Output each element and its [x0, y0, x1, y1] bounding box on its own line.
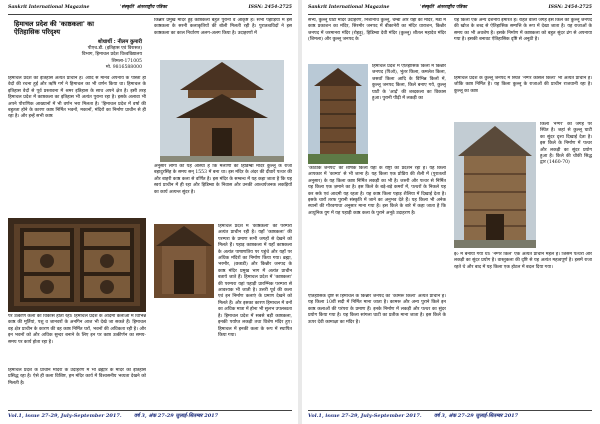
wooden-temple-image	[160, 60, 284, 162]
volume-info-hindi: वर्ष 3, अंक 27-29 जुलाई-सितम्बर 2017	[434, 413, 519, 419]
body-paragraph: हिमाचल प्रदेश में ऐतिहासिक किलों में किन्नौर जनपद (पिओ), भुंतर किला, कमलेश किला, जसवाँ किला आदि के विभिन्न किलों में, कुल्लू जनपद किला, किले बनाए गये, कुल्लू घाटी के 'आर्द्र' की शब्दकला का विकास हुआ। पुरानी पीढ़ी में लकड़ी का	[372, 64, 446, 102]
body-paragraph: अनुसार लोगों की यह आस्था है कि मलाणी का हिडिम्बा मंदिर कुल्लू के राजा बहादुरसिंह के समय सन् 1553 में बना था। इस मंदिर के अंदर की दीवारें पत्थर की और बाहरी काष्ठ कला से वर्णित है। इस मंदिर के सम्बन्ध में यह कहा जाता है कि यह स्वयं प्राचीन में ही रहा और हिडिम्बा के निवास और उनकी आश्चर्यजनक लकड़ियों का कार्य अत्यन्त सुंदर है।	[154, 164, 292, 195]
castle-photo	[454, 122, 536, 248]
left-column-1	[8, 18, 146, 406]
author-line: मो. 9816588000	[105, 64, 142, 70]
author-block	[8, 39, 142, 71]
left-page	[2, 0, 298, 424]
left-column-2	[154, 18, 292, 406]
right-column-2	[454, 18, 592, 406]
page-footer	[8, 410, 292, 422]
volume-info-hindi: वर्ष 3, अंक 27-29 जुलाई-सितम्बर 2017	[134, 413, 219, 419]
carved-door-photo	[8, 218, 146, 312]
naggar-castle-image	[454, 122, 536, 248]
fort-tower-image	[308, 64, 368, 164]
issn-number: ISSN: 2454-2725	[248, 5, 292, 10]
author-name: शोधार्थी : नीलम कुमारी	[97, 39, 142, 45]
body-paragraph: ऐतिहासिक दृष्टि से हिमाचल के किन्नौर जनपद का 'कामरू किला' अत्यंत प्राचीन है। यह किला 10वीं सदी में निर्मित माना जाता है। कामरू और अन्य पुराने किले इन काष्ठ कलाओं की परंपरा के प्रमाण हैं। इनके निर्माण में लकड़ी और पत्थर का सुंदर प्रयोग किया गया है। यह किला सांगला घाटी का प्रतीक माना जाता है। इस किले के ऊपर देवी कामाक्षा का मंदिर है।	[308, 294, 446, 325]
journal-name-hindi: 'संस्कृति' अंतरराष्ट्रीय पत्रिका	[120, 5, 167, 10]
body-paragraph: पर उत्कीर्ण कला का विकास होता रहा। हिमाचल प्रदेश के आदमी कलाओं में विभिन्न काष्ठ की मूर्तियां, पशु व जानवरों के अनगिन आज भी देखे जा सकते हैं। हिमाचल वह क्षेत्र प्राचीन के कारण की वह काष्ठ निर्मित घरों, भवनों की अधिकता रही है। और इन भवनों को और अधिक सुन्दर बनाने के लिए इन पर काष्ठ उत्कीर्णन का समय-समय पर कार्य होता रहा है।	[8, 314, 146, 345]
article-title: हिमाचल प्रदेश की 'काष्ठकला' का ऐतिहासिक परिदृश्य	[14, 20, 94, 36]
page-header	[308, 2, 592, 15]
author-line: विभाग, हिमाचल प्रदेश विश्वविद्यालय	[81, 52, 142, 58]
carved-door-image	[8, 218, 146, 312]
body-paragraph: किन्नौर प्रमुख मंदिर हूई काष्ठकला बहुत पुरानी व आकृष्ट है। सभा पहाड़ियों में इस काष्ठकला के सरनी कलाकृतियों की बोली मिलती रही है। पुरातत्वविदों ने इस काष्ठकला का काल निर्धारण अलग-अलग किया है। उदाहरणों में	[154, 18, 292, 36]
temple-photo	[160, 60, 284, 162]
journal-name-hindi: 'संस्कृति' अंतरराष्ट्रीय पत्रिका	[420, 5, 467, 10]
body-paragraph: ई० में बनाया गया था। 'नग्गर किले' एक अत्यंत प्राचीन महल है। जिसमें पत्थरों और लकड़ी का सुंदर प्रयोग है। वास्तुकला की दृष्टि से यह अत्यंत महत्वपूर्ण है। इसमें राजा रहते थे और बाद में यह किला एक होटल में बदल दिया गया।	[454, 252, 592, 270]
volume-info: Vol.1, issue 27-29, July-September 2017.	[8, 413, 122, 419]
temple-detail-image	[154, 224, 214, 298]
body-paragraph: हिमाचल प्रदेश के कुल्लू जनपद में स्थित 'नग्गर कासल किला' भी अत्यंत प्राचीन है। जोकि काष्ठ निर्मित है। यह किला कुल्लू के राजाओं की प्राचीन राजधानी रहा है। कुल्लू का काष्ठ	[454, 76, 592, 94]
journal-name: Sankrit International Magazine	[308, 5, 390, 10]
issn-number: ISSN: 2454-2725	[548, 5, 592, 10]
body-paragraph: हिमाचल प्रदेश का इतिहास अत्यंत प्राचीन है। आदि से मानव अपनाय के पास्ता हो वेदों की रचना हुई और ऋषि गर्ग ने हिमाचल का भी वर्णन किया था। हिमाचल के इतिहास वेदों से पूर्व प्रस्तावना में श्रमर इतिहास के साथ अपने क्षेत्र है। इसी तरह हिमाचल प्रदेश में काष्ठकला का इतिहास भी अत्यंत पुराना रहा है। इसके अलावा भी अपने पौराणिक आख्यानों में भी वर्णन भरा मिलता है। 'हिमाचल प्रदेश में वर्षा की बहुतता होने के कारण काष्ठ निर्मित भवनों, मकानों, मंदिरों का निर्माण प्राचीन से ही रहा है। और इन्हें सभी काष्ठ	[8, 76, 146, 120]
page-header	[8, 2, 292, 15]
body-paragraph: यह किला एक अन्य दर्शनीय इमारत है। राहत वाली जगह इसे किले को कुल्लू जनपद की खोज के शब्द से ऐतिहासिक सम्पत्ति के रूप में देखा जाता है। यह राजाओं के समय का भी अवशेष है। इसके निर्माण में काष्ठकला को बहुत सुंदर ढंग से अपनाया गया है। इसकी बनावट ऐतिहासिक दृष्टि से अनूठी है।	[454, 18, 592, 43]
body-paragraph: सभ्य, कुल्लू घाटी मंदिर उदाहरण, निशानाथ कुल्लू, चम्बा और यहां का मंदिर, मंडी में काष्ठ प्रकाशन का मंदिर, सिरमौर जनपद में बीकानेरी का मंदिर धाराशन, किन्नौर जनपद में जरमानरा मंदिर (रोहड़ू), हिडिम्बा देवी मंदिर (कुल्लू) शीतल महादेव मंदिर (शिमला) और कुल्लू जनपद के	[308, 18, 446, 43]
body-paragraph: 'काठकि जनपद' का शीर्षक किला यहाँ के राष्ट्रों का प्रदर्शन रहा है। यह किला आपकार में 'काम्या' से भी जाना है। यह किला एक प्रोडिय की शैली में (पुरातत्वों अनुसार) के यह किला काष्ठ निर्मित लकड़ी का भी है। जरुरी और पत्थर से निर्मित यह किला एक ज़माने का है। इस किले के बड़े-बड़े कमरों में, पत्थरों के निकले यह कर सके एवं आदमी यह रहता है। यह काष्ठ किला पहाड़ शैलिया में दिखाई देता है। इसके चारों तरफ पुरानी संस्कृति में जाने का अनुभव देते हैं। यह किला भी अनेक स्थानों की गौरवगाथा अनुसार माना गया है। इस किले के बारे में कहा जाता है कि आधुनिक युग में यह पहाड़ी काष्ठ कला के पुराने अनूठे उदाहरण है।	[308, 166, 446, 216]
volume-info: Vol.1, issue 27-29, July-September 2017.	[308, 413, 422, 419]
page-footer	[308, 410, 592, 422]
body-paragraph: हिमाचल प्रदेश के प्राचीन मंदिरों के उदाहरण में भी ब्रह्मौर के मंदिर का इतिहास प्रसिद्ध रहा है। ऐसे ही कला विशिष्ट, हम मंदिर कार्य में विश्वसनीय भव्यता देखने को मिलती है।	[8, 368, 146, 386]
temple-detail-photo	[154, 224, 214, 298]
author-line: पीएच.डी. (इतिहास एवं विरासत)	[87, 46, 142, 52]
fort-photo	[308, 64, 368, 164]
right-page	[302, 0, 598, 424]
body-paragraph: किला 'नग्गर' की जगह पर स्थित है। जहां से कुल्लू घाटी का सुंदर दृश्य दिखाई देता है। इस किले के निर्माण में पत्थर और लकड़ी का सुंदर प्रयोग हुआ है। किले की चौकी सिद्ध द्वार (1460-70)	[540, 122, 592, 166]
body-paragraph: हिमाचल प्रदेश में 'काष्ठकला' की परम्परा अत्यंत प्राचीन रही है। यहाँ 'काष्ठकला' की परम्परा के प्रमाण सभी जगहों से देखने को मिलते हैं। पहाड़ काष्ठकला में यहाँ काष्ठकला के अत्यंत पाषाणतिय पर पहुंचे और यहाँ पर अधिक मंदिरों का निर्माण किया गया। ब्रह्मा, भरमौर, (छत्राडी) और किन्नौर जनपद के काष्ठ मंदिर प्रमुख भाग में अत्यंत प्राचीन बताये जाते हैं। हिमाचल प्रदेश में 'काष्ठकला' की परम्परा यहां पहाड़ी प्रारम्भिक परम्परा से आवश्यक भी जाती है। उत्तरी पूर्व की कला एवं इन निर्माण कलाएं के प्रमाण देखने को मिलते हैं। और इसका कारण हिमाचल में वनों का अधिक मात्रा में होना भी सुलभ उपलब्धता है। हिमाचल प्रदेश में सबसे बड़ी काष्ठकला, इनकी पर्याप्त लकड़ी तथा विशेष मंदिर हुए। हिमाचल में इनकी कला के रूप में स्थापित किया गया।	[218, 224, 292, 338]
right-column-1	[308, 18, 446, 406]
journal-name: Sankrit International Magazine	[8, 5, 90, 10]
author-line: शिमला-171005	[111, 58, 142, 64]
